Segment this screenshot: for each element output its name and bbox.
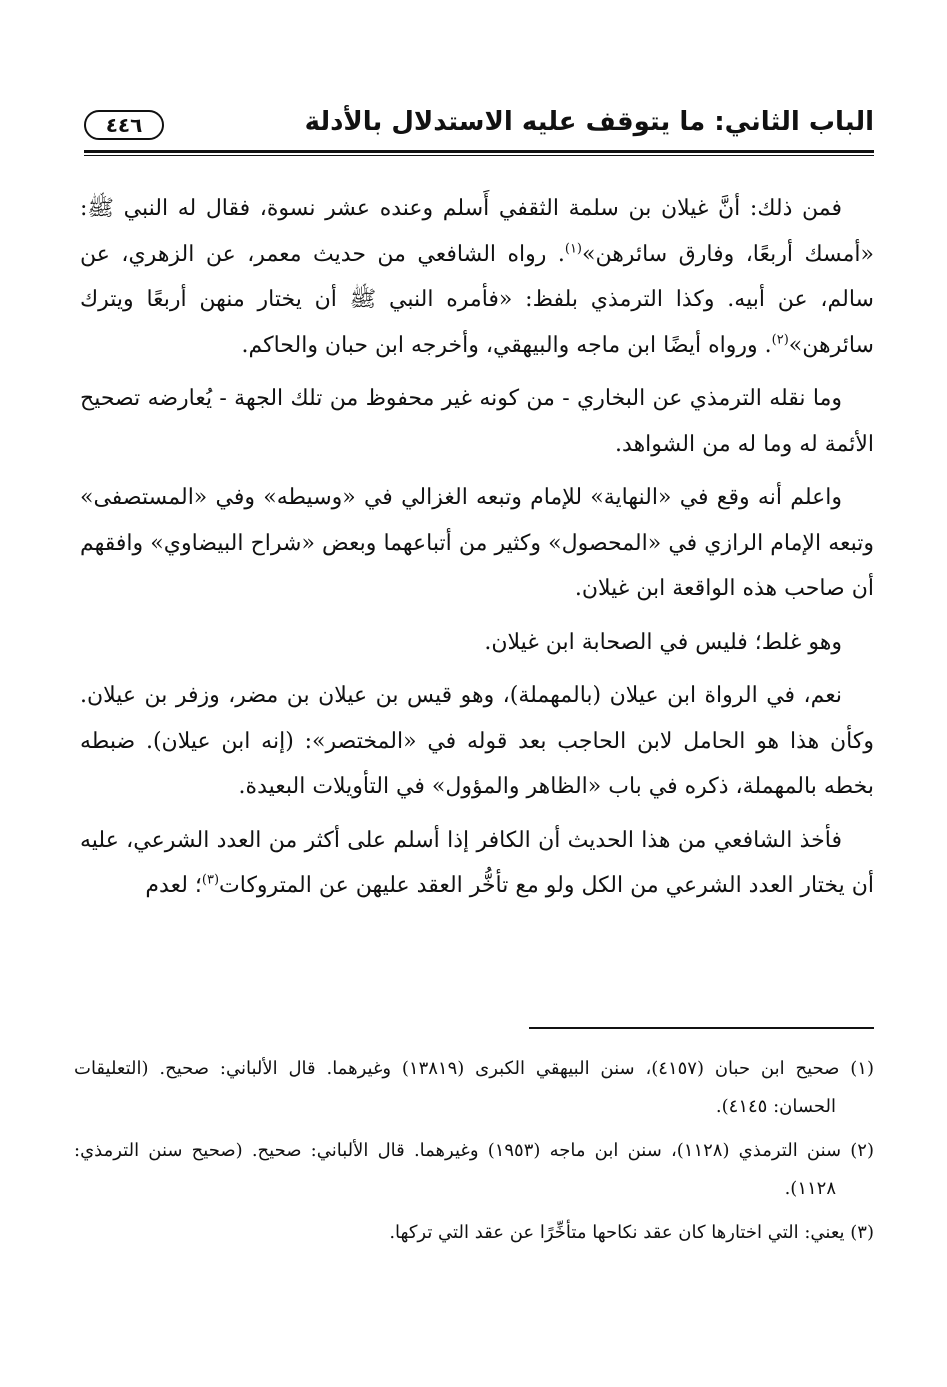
header-rule-thick <box>84 150 874 153</box>
paragraph-3: واعلم أنه وقع في «النهاية» للإمام وتبعه الغزالي في «وسيطه» وفي «المستصفى» وتبعه الإمام الرازي في «المحصول» وكثير من أتباعهما وبعض «شراح البيضاوي» وافقهم أن صاحب هذه الواقعة ابن غيلان. <box>80 485 874 601</box>
footnote-1: (١) صحيح ابن حبان (٤١٥٧)، سنن البيهقي الكبرى (١٣٨١٩) وغيرهما. قال الألباني: صحيح. (التعليقات الحسان: ٤١٤٥). <box>74 1058 874 1117</box>
paragraph-1-text-c: . ورواه أيضًا ابن ماجه والبيهقي، وأخرجه ابن حبان والحاكم. <box>241 332 772 358</box>
paragraph-1 <box>80 186 874 368</box>
paragraph-2: وما نقله الترمذي عن البخاري - من كونه غير محفوظ من تلك الجهة - يُعارضه تصحيح الأئمة له وما له من الشواهد. <box>80 386 874 457</box>
footnote-separator <box>529 1027 874 1029</box>
paragraph-6-text-a: فأخذ الشافعي من هذا الحديث أن الكافر إذا أسلم على أكثر من العدد الشرعي، عليه أن يختار العدد الشرعي من الكل ولو مع تأخُّر العقد عليهن عن المتروكات <box>80 827 874 898</box>
paragraph-5: نعم، في الرواة ابن عيلان (بالمهملة)، وهو قيس بن عيلان بن مضر، وزفر بن عيلان. وكأن هذا هو الحامل لابن الحاجب بعد قوله في «المختصر»: (إنه ابن عيلان). ضبطه بخطه بالمهملة، ذكره في باب «الظاهر والمؤول» في التأويلات البعيدة. <box>80 683 874 799</box>
paragraph-1-text-b: . رواه الشافعي من حديث معمر، عن الزهري، عن سالم، عن أبيه. وكذا الترمذي بلفظ: «فأمره النبي ﷺ أن يختار منهن أربعًا ويترك سائرهن» <box>80 241 874 358</box>
paragraph-6 <box>80 818 874 909</box>
paragraph-4: وهو غلط؛ فليس في الصحابة ابن غيلان. <box>484 629 842 655</box>
header-rule-thin <box>84 155 874 156</box>
footnote-ref-2: (٢) <box>771 332 789 348</box>
footnote-ref-3: (٣) <box>201 872 220 888</box>
paragraph-6-text-b: ؛ لعدم <box>145 873 202 898</box>
chapter-title: الباب الثاني: ما يتوقف عليه الاستدلال بالأدلة <box>304 107 874 137</box>
paragraph-1-text-a: فمن ذلك: أنَّ غيلان بن سلمة الثقفي أَسلم وعنده عشر نسوة، فقال له النبي ﷺ: «أمسك أربعًا، وفارق سائرهن» <box>80 196 874 267</box>
page-number-badge: ٤٤٦ <box>84 110 164 140</box>
main-text <box>80 186 874 917</box>
footnote-3: (٣) يعني: التي اختارها كان عقد نكاحها متأخِّرًا عن عقد التي تركها. <box>389 1222 874 1243</box>
footnote-2: (٢) سنن الترمذي (١١٢٨)، سنن ابن ماجه (١٩٥٣) وغيرهما. قال الألباني: صحيح. (صحيح سنن الترمذي: ١١٢٨). <box>74 1140 874 1199</box>
footnote-ref-1: (١) <box>564 241 582 257</box>
page-header <box>84 100 874 148</box>
footnotes <box>74 1050 874 1258</box>
